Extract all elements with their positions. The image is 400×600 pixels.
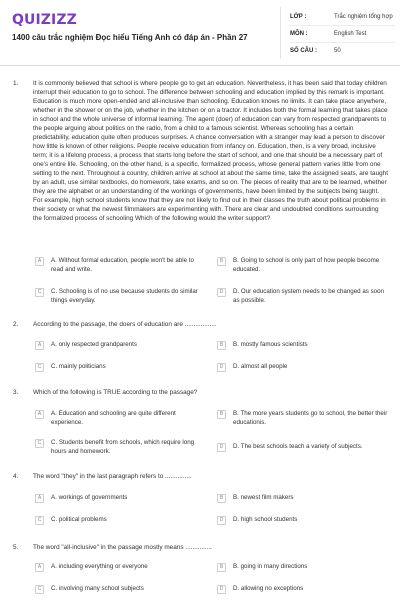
option-text: A. workings of governments	[51, 494, 128, 501]
option-key-box[interactable]: D	[217, 363, 226, 372]
option-text: A. Without formal education, people won't be able to read and write.	[51, 257, 194, 273]
option-key-box[interactable]: B	[217, 341, 226, 350]
option-text: B. The more years students go to school, the better their educationis.	[233, 410, 388, 426]
meta-label: LỚP :	[290, 14, 307, 20]
question-text: The word "they" in the last paragraph refers to ...............	[33, 473, 192, 480]
meta-value: English Test	[334, 31, 367, 37]
meta-row-subject	[290, 26, 395, 42]
option-key-box[interactable]: D	[217, 516, 226, 525]
question-number: 1.	[13, 80, 19, 87]
question-text: It is commonly believed that school is where people go to get an education. Nevertheless, it has been said that today children interrupt their education to go to school. The difference between schooling and education implied by this remark is important. Education is much more open-ended and all-inclusive than schooling. Education knows no limits. It can take place anywhere, whether in the shower or on the job, whether in the kitchen or on a tractor. It includes both the formal learning that takes place in school and the whole universe of informal learning. The agent (doer) of education can vary from respected grandparents to the people arguing about politics on the radio, from a child to a famous scientist. Whereas schooling has a certain predictability, education quite often produces surprises. A chance conversation with a stranger may lead a person to discover how little is known of other religions. People receive education from infancy on. Education, then, is a very broad, inclusive term; it is a lifelong process, a process that starts long before the start of school, and one that should be a necessary part of one's entire life. Schooling, on the other hand, is a specific, formalized process, whose general pattern varies little from one setting to the next. Throughout a country, children arrive at school at about the same time, take the assigned seats, are taught by an adult, use similar textbooks, do homework, take exams, and so on. The pieces of reality that are to be learned, whether they are the alphabet or an understanding of the workings of governments, have been limited by the subjects being taught. For example, high school students know that they are not likely to find out in their classes the truth about political problems in their society or what the newest filmmakers are experimenting with. There are clear and undoubted conditions surrounding the formalized process of schooling Which of the following would the writer support?	[33, 80, 389, 222]
option-text: A. only respected grandparents	[51, 341, 137, 348]
option-key-box[interactable]: A	[35, 563, 44, 572]
option-text: A. Education and schooling are quite different experience.	[51, 410, 176, 426]
option-key-box[interactable]: A	[35, 410, 44, 419]
option-key-box[interactable]: D	[217, 443, 226, 452]
option-key-box[interactable]: A	[35, 494, 44, 503]
question-number: 2.	[13, 321, 19, 328]
option-text: C. mainly politicians	[51, 363, 106, 370]
option-text: D. high school students	[233, 516, 298, 523]
question-text: Which of the following is TRUE according to the passage?	[33, 389, 198, 396]
worksheet-header	[0, 0, 400, 66]
option-key-box[interactable]: B	[217, 257, 226, 266]
option-text: D. Our education system needs to be changed as soon as possible.	[233, 288, 384, 304]
meta-panel	[280, 7, 400, 59]
option-text: C. Students benefit from schools, which require long hours and homework.	[51, 439, 195, 455]
option-key-box[interactable]: C	[35, 516, 44, 525]
document-title: 1400 câu trắc nghiệm Đọc hiểu Tiếng Anh có đáp án - Phần 27	[12, 33, 248, 42]
option-key-box[interactable]: C	[35, 288, 44, 297]
question-number: 3.	[13, 389, 19, 396]
option-key-box[interactable]: C	[35, 439, 44, 448]
option-text: B. Going to school is only part of how people become educated.	[233, 257, 380, 273]
option-text: A. including everything or everyone	[51, 563, 148, 570]
option-key-box[interactable]: A	[35, 257, 44, 266]
option-text: B. mostly famous scientists	[233, 341, 308, 348]
question-number: 4.	[13, 473, 19, 480]
quizizz-logo: QUIZIZZ	[12, 12, 77, 28]
meta-value: Trắc nghiệm tổng hợp	[334, 14, 393, 20]
option-key-box[interactable]: D	[217, 585, 226, 594]
option-text: C. Schooling is of no use because students do similar things everyday.	[51, 288, 198, 304]
option-text: C. political problems	[51, 516, 107, 523]
option-text: D. The best schools teach a variety of subjects.	[233, 443, 363, 450]
question-text: According to the passage, the doers of education are ..................	[33, 321, 217, 328]
option-text: B. newest film makers	[233, 494, 294, 501]
question-number: 5.	[13, 544, 19, 551]
option-key-box[interactable]: C	[35, 363, 44, 372]
meta-label: MÔN :	[290, 31, 308, 37]
option-key-box[interactable]: B	[217, 494, 226, 503]
option-text: B. going in many directions	[233, 563, 308, 570]
option-key-box[interactable]: A	[35, 341, 44, 350]
option-key-box[interactable]: B	[217, 410, 226, 419]
meta-row-class	[290, 9, 395, 25]
meta-row-count	[290, 43, 395, 59]
meta-label: SỐ CÂU :	[290, 48, 317, 54]
option-key-box[interactable]: C	[35, 585, 44, 594]
option-key-box[interactable]: D	[217, 288, 226, 297]
option-key-box[interactable]: B	[217, 563, 226, 572]
option-text: D. allowing no exceptions	[233, 585, 304, 592]
question-text: The word "all-inclusive" in the passage mostly means ...............	[33, 544, 212, 551]
option-text: C. involving many school subjects	[51, 585, 144, 592]
meta-value: 50	[334, 48, 341, 54]
option-text: D. almost all people	[233, 363, 288, 370]
